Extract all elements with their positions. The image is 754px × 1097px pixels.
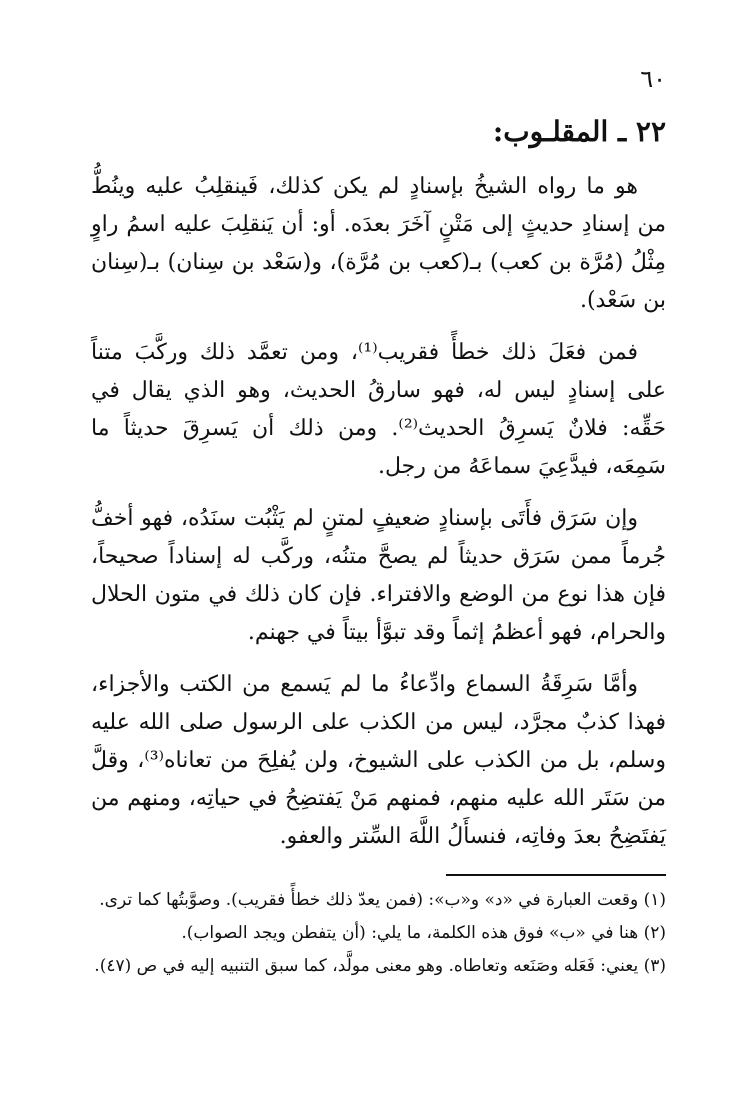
- section-number: ٢٢: [635, 115, 666, 148]
- section-heading: [86, 110, 666, 154]
- footnote: (٢) هنا في «ب» فوق هذه الكلمة، ما يلي: (أن يتفطن ويجد الصواب).: [181, 923, 666, 943]
- footnote: (١) وقعت العبارة في «د» و«ب»: (فمن يعدّ ذلك خطأً فقريب). وصوَّبتُها كما ترى.: [99, 890, 666, 910]
- paragraph: فمن فعَلَ ذلك خطأً فقريب⁽¹⁾، ومن تعمَّد ذلك وركَّبَ متناً على إسنادٍ ليس له، فهو سارقُ الحديث، وهو الذي يقال في حَقِّه: فلانٌ يَسرِقُ الحديث⁽²⁾. ومن ذلك أن يَسرِقَ حديثاً ما سَمِعَه، فيدَّعِيَ سماعَهُ من رجل.: [91, 340, 666, 479]
- paragraph: وإن سَرَق فأَتَى بإسنادٍ ضعيفٍ لمتنٍ لم يَثْبُت سنَدُه، فهو أخفُّ جُرماً ممن سَرَق حديثاً لم يصحَّ متنُه، وركَّب له إسناداً صحيحاً، فإن هذا نوع من الوضع والافتراء. فإن كان ذلك في متون الحلال والحرام، فهو أعظمُ إثماً وقد تبوَّأ بيتاً في جهنم.: [91, 506, 666, 645]
- paragraph: هو ما رواه الشيخُ بإسنادٍ لم يكن كذلك، فَينقلِبُ عليه وينُطُّ من إسنادِ حديثٍ إلى مَتْنٍ آخَرَ بعدَه. أو: أن يَنقلِبَ عليه اسمُ راوٍ مِثْلُ (مُرَّة بن كعب) بـ(كعب بن مُرَّة)، و(سَعْد بن سِنان) بـ(سِنان بن سَعْد).: [91, 174, 666, 313]
- paragraph: وأمَّا سَرِقَةُ السماع وادِّعاءُ ما لم يَسمع من الكتب والأجزاء، فهذا كذبٌ مجرَّد، ليس من الكذب على الرسول صلى الله عليه وسلم، بل من الكذب على الشيوخ، ولن يُفلِحَ من تعاناه⁽³⁾، وقلَّ من سَتَر الله عليه منهم، فمنهم مَنْ يَفتضِحُ في حياتِه، ومنهم من يَفتَضِحُ بعدَ وفاتِه، فنسأَلُ اللَّهَ السِّتر والعفو.: [91, 672, 666, 849]
- footnote-separator: [446, 874, 666, 876]
- footnote: (٣) يعني: فَعَله وصَنَعه وتعاطاه. وهو معنى مولَّد، كما سبق التنبيه إليه في ص (٤٧).: [94, 956, 666, 976]
- section-title: المقلـوب:: [492, 115, 609, 148]
- section-dash: ـ: [617, 115, 627, 148]
- page-number: ٦٠: [640, 65, 666, 93]
- main-text: [91, 168, 666, 856]
- footnotes: [91, 884, 666, 983]
